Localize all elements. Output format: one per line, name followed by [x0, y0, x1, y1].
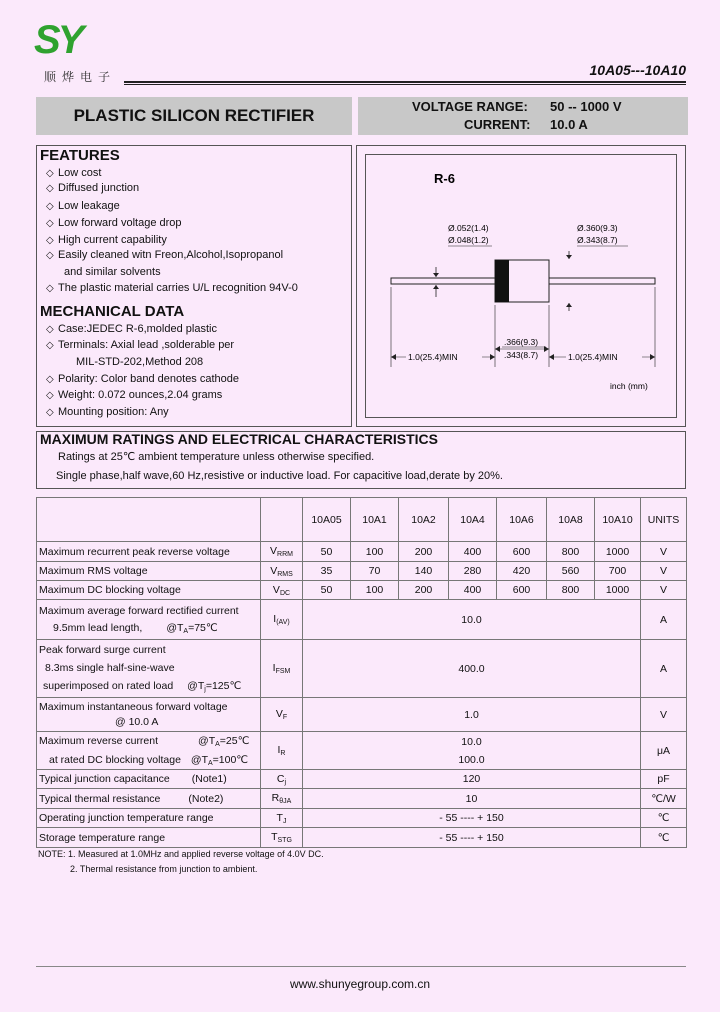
units-note: inch (mm)	[610, 381, 648, 391]
note-2: 2. Thermal resistance from junction to ambient.	[70, 864, 258, 874]
table-row	[37, 770, 687, 789]
table-row	[37, 789, 687, 809]
feature-item: ◇ Low forward voltage drop	[46, 217, 182, 229]
param-symbol: $C_j$	[261, 770, 303, 789]
value-cell: - 55 ---- + 150	[303, 809, 641, 828]
mechanical-item: ◇ Mounting position: Any	[46, 406, 169, 418]
package-drawing-frame	[365, 154, 677, 418]
feature-item-continued: and similar solvents	[64, 266, 161, 278]
param-label: Maximum RMS voltage	[37, 562, 261, 581]
unit-cell: V	[641, 581, 687, 600]
current-value: 10.0 A	[550, 117, 588, 132]
value-cell: 280	[449, 562, 497, 581]
logo-mark: SY	[34, 18, 82, 62]
table-row	[37, 828, 687, 848]
table-row	[37, 562, 687, 581]
value-cell: 700	[595, 562, 641, 581]
table-row	[37, 809, 687, 828]
value-cell: 100	[351, 542, 399, 562]
value-cell: 400	[449, 581, 497, 600]
feature-item: ◇ High current capability	[46, 234, 167, 246]
unit-cell: μA	[641, 732, 687, 770]
param-label: Operating junction temperature range	[37, 809, 261, 828]
unit-cell: ℃/W	[641, 789, 687, 809]
part-number-range: 10A05---10A10	[589, 62, 686, 78]
param-symbol: $T_J$	[261, 809, 303, 828]
current-label: CURRENT:	[464, 117, 531, 132]
param-symbol: $T_{STG}$	[261, 828, 303, 848]
lead-dia-max: Ø.052(1.4)	[448, 223, 489, 233]
col-header: 10A1	[351, 498, 399, 542]
value-cell: 10	[303, 789, 641, 809]
footer-url[interactable]: www.shunyegroup.com.cn	[289, 977, 431, 991]
body-dia-max: Ø.360(9.3)	[577, 223, 618, 233]
value-cell: 1000	[595, 581, 641, 600]
unit-cell: V	[641, 542, 687, 562]
value-cell: 140	[399, 562, 449, 581]
unit-cell: A	[641, 600, 687, 640]
table-row	[37, 732, 687, 770]
value-cell: 200	[399, 542, 449, 562]
footer-rule	[36, 966, 686, 967]
col-header: 10A2	[399, 498, 449, 542]
value-cell: 10.0 100.0	[303, 732, 641, 770]
table-row	[37, 600, 687, 640]
param-symbol: $I_{(AV)}$	[261, 600, 303, 640]
logo-chinese-name: 顺烨电子	[44, 70, 117, 84]
package-panel	[356, 145, 686, 427]
lead-length-right: 1.0(25.4)MIN	[568, 352, 618, 362]
param-symbol: $V_F$	[261, 698, 303, 732]
value-cell: 70	[351, 562, 399, 581]
value-cell: 800	[547, 581, 595, 600]
col-header: 10A4	[449, 498, 497, 542]
param-label: Maximum instantaneous forward voltage @ 10.0 A	[37, 698, 261, 732]
col-header: 10A6	[497, 498, 547, 542]
unit-cell: V	[641, 562, 687, 581]
mechanical-item: ◇ Terminals: Axial lead ,solderable per	[46, 339, 235, 351]
value-cell: 560	[547, 562, 595, 581]
value-cell: 400.0	[303, 640, 641, 698]
unit-cell: A	[641, 640, 687, 698]
unit-cell: pF	[641, 770, 687, 789]
spec-summary	[358, 97, 688, 135]
value-cell: 35	[303, 562, 351, 581]
value-cell: - 55 ---- + 150	[303, 828, 641, 848]
value-cell: 10.0	[303, 600, 641, 640]
value-cell: 50	[303, 581, 351, 600]
param-label: Maximum recurrent peak reverse voltage	[37, 542, 261, 562]
mechanical-item: ◇ Weight: 0.072 ounces,2.04 grams	[46, 389, 223, 401]
value-cell: 50	[303, 542, 351, 562]
param-symbol: $V_{RMS}$	[261, 562, 303, 581]
unit-cell: V	[641, 698, 687, 732]
document-title: PLASTIC SILICON RECTIFIER	[36, 97, 352, 135]
right-lead	[549, 278, 655, 284]
cathode-band	[495, 260, 509, 302]
param-label: Peak forward surge current 8.3ms single half-sine-wave superimposed on rated load $@T_j=125℃$	[37, 640, 261, 698]
voltage-range-value: 50 -- 1000 V	[550, 99, 622, 114]
value-cell: 420	[497, 562, 547, 581]
body-length-max: .366(9.3)	[504, 337, 539, 347]
package-outline-drawing	[366, 155, 678, 419]
value-cell: 1.0	[303, 698, 641, 732]
param-symbol: $V_{DC}$	[261, 581, 303, 600]
header-rule-thin	[124, 84, 686, 85]
mechanical-item-continued: MIL-STD-202,Method 208	[76, 356, 204, 368]
note-1: NOTE: 1. Measured at 1.0MHz and applied reverse voltage of 4.0V DC.	[38, 849, 324, 859]
param-symbol: $I_{FSM}$	[261, 640, 303, 698]
mechanical-item: ◇ Polarity: Color band denotes cathode	[46, 373, 240, 385]
col-header: 10A10	[595, 498, 641, 542]
value-cell: 800	[547, 542, 595, 562]
header-rule	[124, 81, 686, 83]
value-cell: 100	[351, 581, 399, 600]
col-header: UNITS	[641, 498, 687, 542]
ratings-heading: MAXIMUM RATINGS AND ELECTRICAL CHARACTERISTICS	[40, 431, 438, 447]
value-cell: 400	[449, 542, 497, 562]
body-length-min: .343(8.7)	[504, 350, 539, 360]
lead-length-left: 1.0(25.4)MIN	[408, 352, 458, 362]
table-header-row	[37, 498, 687, 542]
ratings-line-1: Ratings at 25℃ ambient temperature unless otherwise specified.	[58, 451, 375, 463]
characteristics-table	[36, 497, 687, 848]
feature-item: ◇ The plastic material carries U/L recognition 94V-0	[46, 282, 298, 294]
param-symbol: $R_{\theta JA}$	[261, 789, 303, 809]
value-cell: 600	[497, 581, 547, 600]
param-label: Maximum reverse current $@T_A=25℃$ at rated DC blocking voltage $@T_A=100℃$	[37, 732, 261, 770]
value-cell: 1000	[595, 542, 641, 562]
param-symbol: $V_{RRM}$	[261, 542, 303, 562]
value-cell: 600	[497, 542, 547, 562]
param-symbol: $I_R$	[261, 732, 303, 770]
param-label: Typical thermal resistance (Note2)	[37, 789, 261, 809]
value-cell: 120	[303, 770, 641, 789]
features-heading: FEATURES	[40, 147, 120, 164]
table-row	[37, 581, 687, 600]
param-label: Maximum average forward rectified current 9.5mm lead length, $@T_A=75℃$	[37, 600, 261, 640]
unit-cell: ℃	[641, 828, 687, 848]
ratings-line-2: Single phase,half wave,60 Hz,resistive or inductive load. For capacitive load,derate by 20%.	[56, 470, 503, 482]
table-row	[37, 542, 687, 562]
feature-item: ◇ Diffused junction	[46, 182, 140, 194]
mechanical-item: ◇ Case:JEDEC R-6,molded plastic	[46, 323, 217, 335]
body-dia-min: Ø.343(8.7)	[577, 235, 618, 245]
unit-cell: ℃	[641, 809, 687, 828]
col-header: 10A8	[547, 498, 595, 542]
mechanical-heading: MECHANICAL DATA	[40, 303, 185, 320]
feature-item: ◇ Low leakage	[46, 200, 120, 212]
param-label: Storage temperature range	[37, 828, 261, 848]
lead-dia-min: Ø.048(1.2)	[448, 235, 489, 245]
feature-item: ◇ Low cost	[46, 167, 102, 179]
company-logo	[34, 18, 134, 86]
feature-item: ◇ Easily cleaned witn Freon,Alcohol,Isopropanol	[46, 249, 284, 261]
table-row	[37, 698, 687, 732]
value-cell: 200	[399, 581, 449, 600]
voltage-range-label: VOLTAGE RANGE:	[412, 99, 528, 114]
col-header: 10A05	[303, 498, 351, 542]
left-lead	[391, 278, 495, 284]
param-label: Maximum DC blocking voltage	[37, 581, 261, 600]
package-name: R-6	[434, 171, 455, 186]
table-row	[37, 640, 687, 698]
param-label: Typical junction capacitance (Note1)	[37, 770, 261, 789]
